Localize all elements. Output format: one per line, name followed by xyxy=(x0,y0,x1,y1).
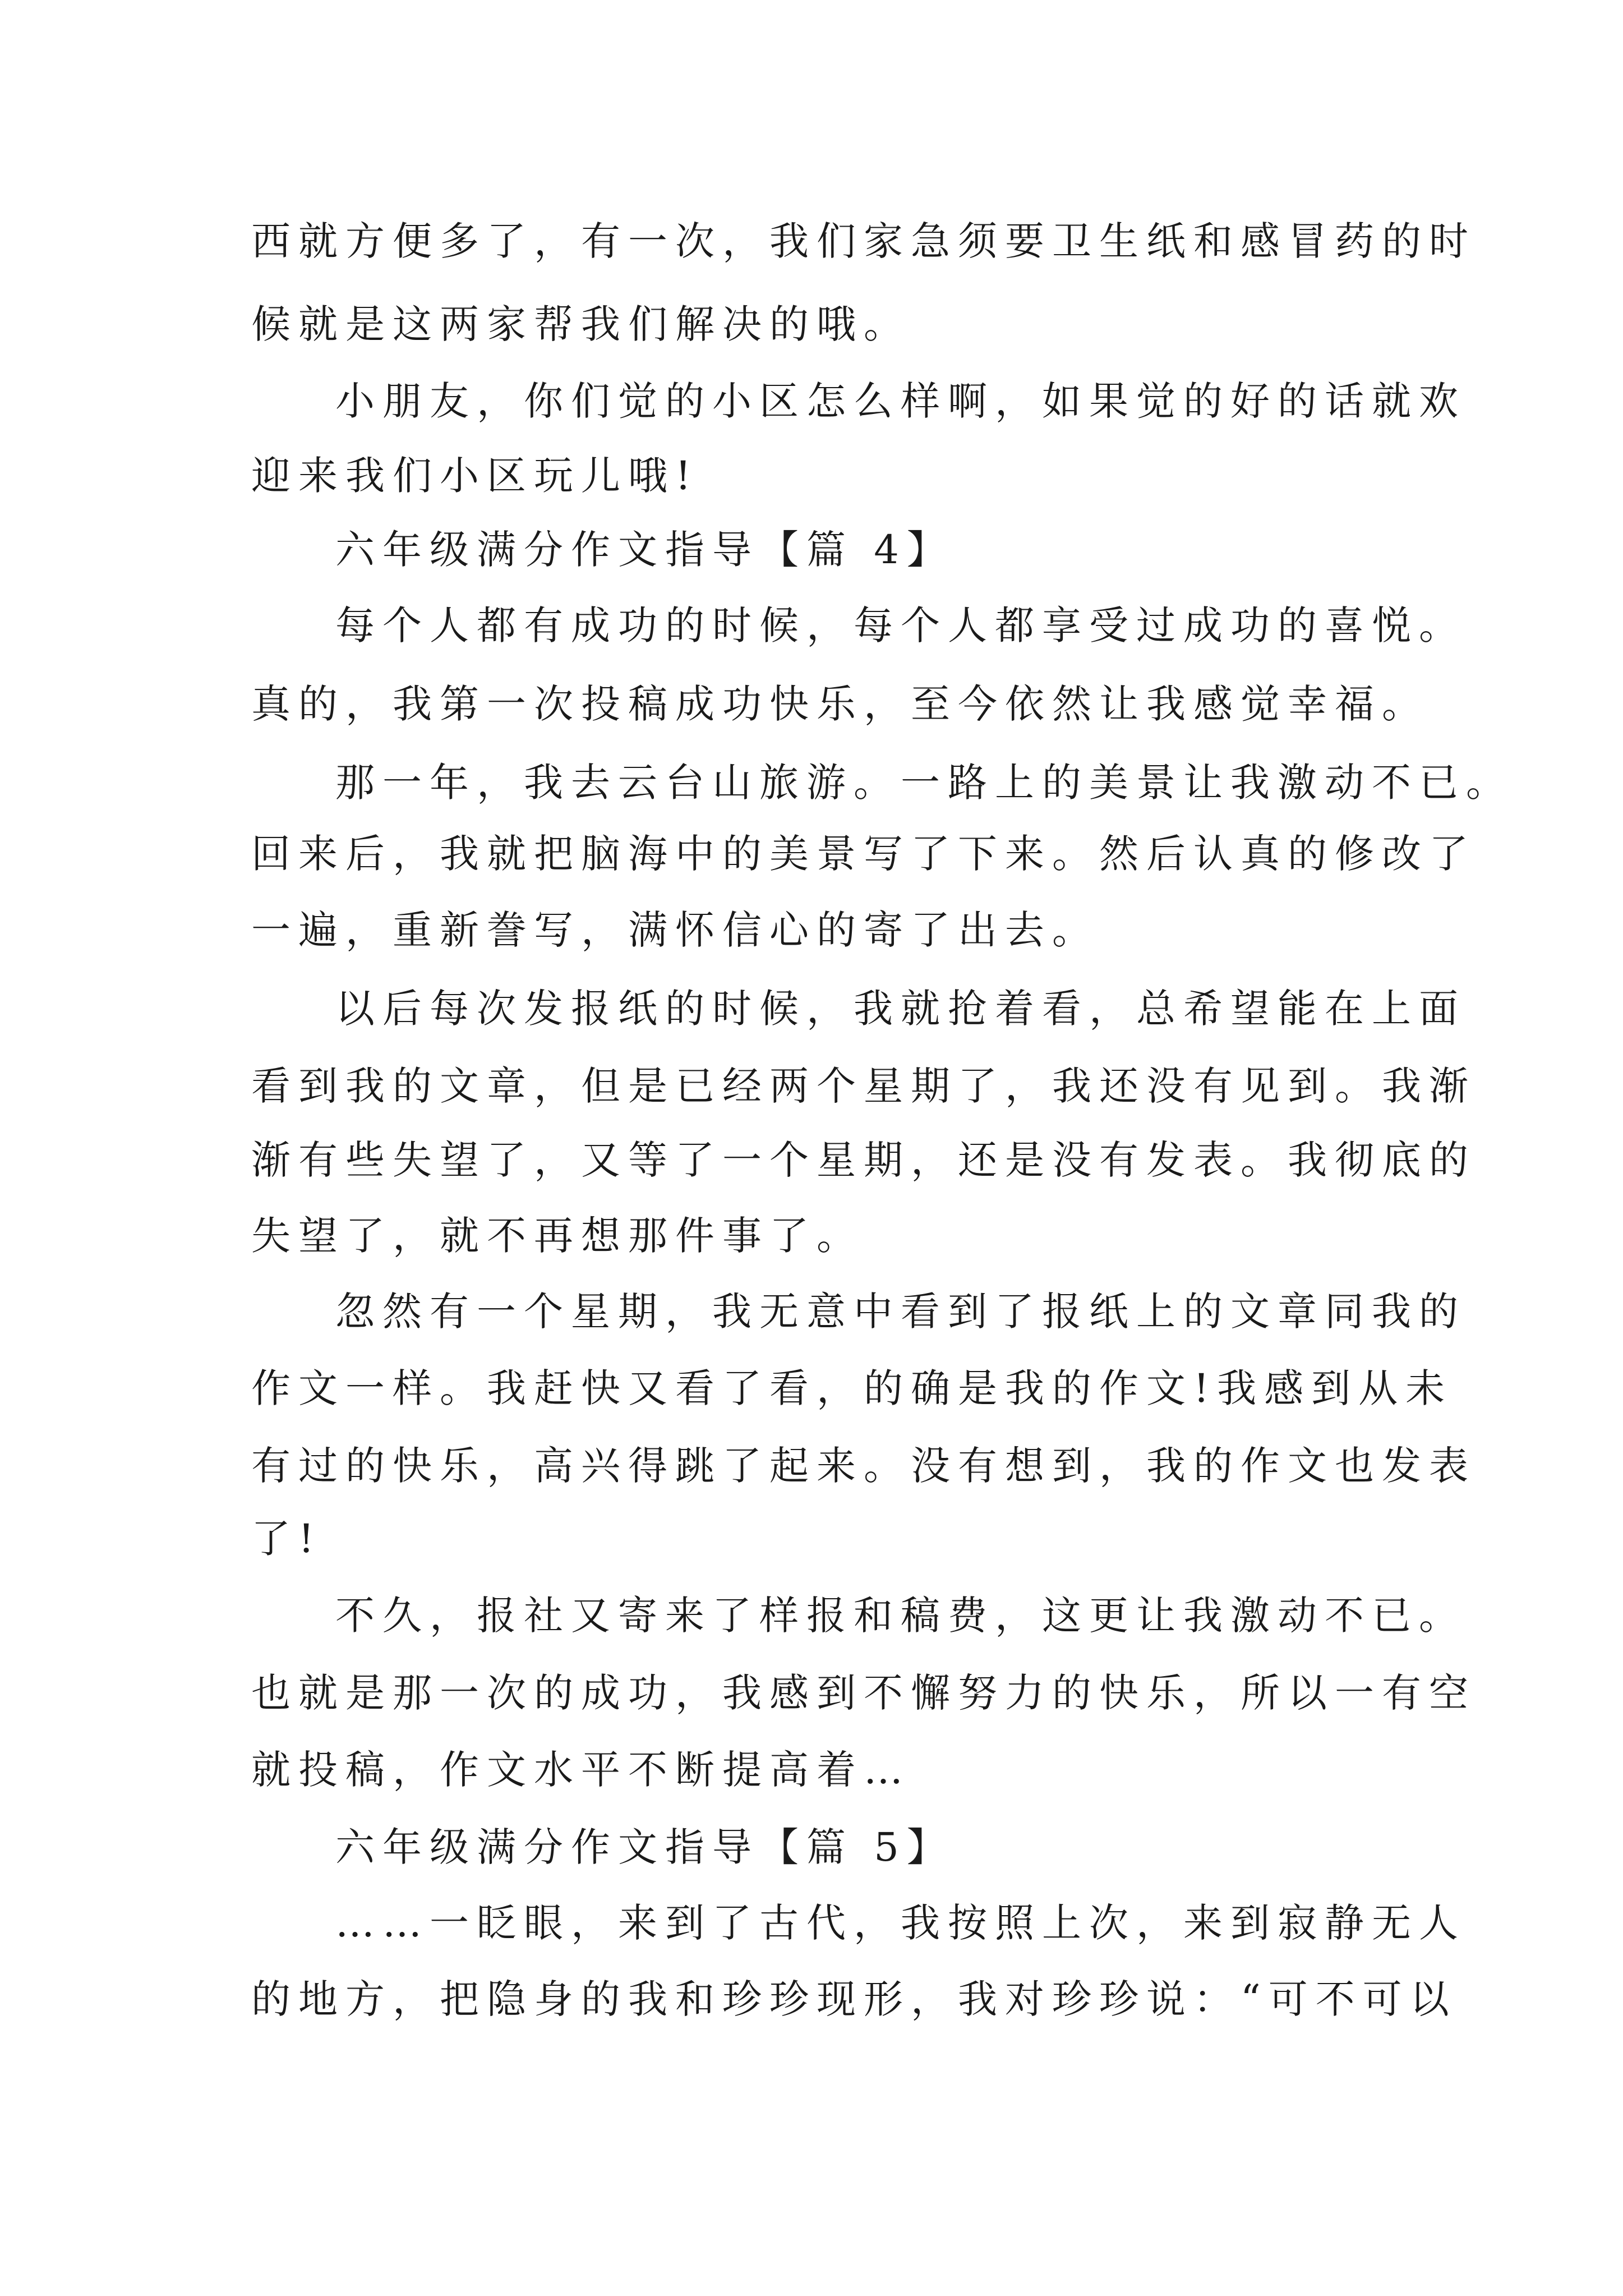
text-line: 那一年，我去云台山旅游。一路上的美景让我激动不已。 xyxy=(335,760,1513,806)
text-line: 作文一样。我赶快又看了看，的确是我的作文!我感到从未 xyxy=(251,1365,1453,1411)
section-heading: 六年级满分作文指导【篇 5】 xyxy=(335,1824,954,1870)
text-line: 候就是这两家帮我们解决的哦。 xyxy=(251,301,911,347)
text-line: 西就方便多了，有一次，我们家急须要卫生纸和感冒药的时 xyxy=(251,218,1476,264)
text-line: 的地方，把隐身的我和珍珍现形，我对珍珍说：“可不可以 xyxy=(251,1976,1457,2022)
text-line: 以后每次发报纸的时候，我就抢着看，总希望能在上面 xyxy=(335,986,1466,1032)
text-line: 了! xyxy=(251,1516,322,1562)
text-line: 真的，我第一次投稿成功快乐，至今依然让我感觉幸福。 xyxy=(251,681,1429,727)
text-line: 小朋友，你们觉的小区怎么样啊，如果觉的好的话就欢 xyxy=(335,378,1466,424)
text-line: 失望了，就不再想那件事了。 xyxy=(251,1213,864,1259)
text-line: ……一眨眼，来到了古代，我按照上次，来到寂静无人 xyxy=(335,1900,1466,1946)
text-line: 迎来我们小区玩儿哦! xyxy=(251,453,699,499)
text-line: 每个人都有成功的时候，每个人都享受过成功的喜悦。 xyxy=(335,602,1466,648)
text-line: 渐有些失望了，又等了一个星期，还是没有发表。我彻底的 xyxy=(251,1137,1476,1183)
text-line: 忽然有一个星期，我无意中看到了报纸上的文章同我的 xyxy=(335,1289,1466,1335)
text-line: 也就是那一次的成功，我感到不懈努力的快乐，所以一有空 xyxy=(251,1670,1476,1716)
text-line: 回来后，我就把脑海中的美景写了下来。然后认真的修改了 xyxy=(251,831,1476,877)
section-heading: 六年级满分作文指导【篇 4】 xyxy=(335,527,954,573)
text-line: 就投稿，作文水平不断提高着… xyxy=(251,1747,911,1793)
text-line: 有过的快乐，高兴得跳了起来。没有想到，我的作文也发表 xyxy=(251,1443,1476,1489)
text-line: 不久，报社又寄来了样报和稿费，这更让我激动不已。 xyxy=(335,1593,1466,1639)
text-line: 一遍，重新誊写，满怀信心的寄了出去。 xyxy=(251,907,1099,953)
text-line: 看到我的文章，但是已经两个星期了，我还没有见到。我渐 xyxy=(251,1063,1476,1109)
